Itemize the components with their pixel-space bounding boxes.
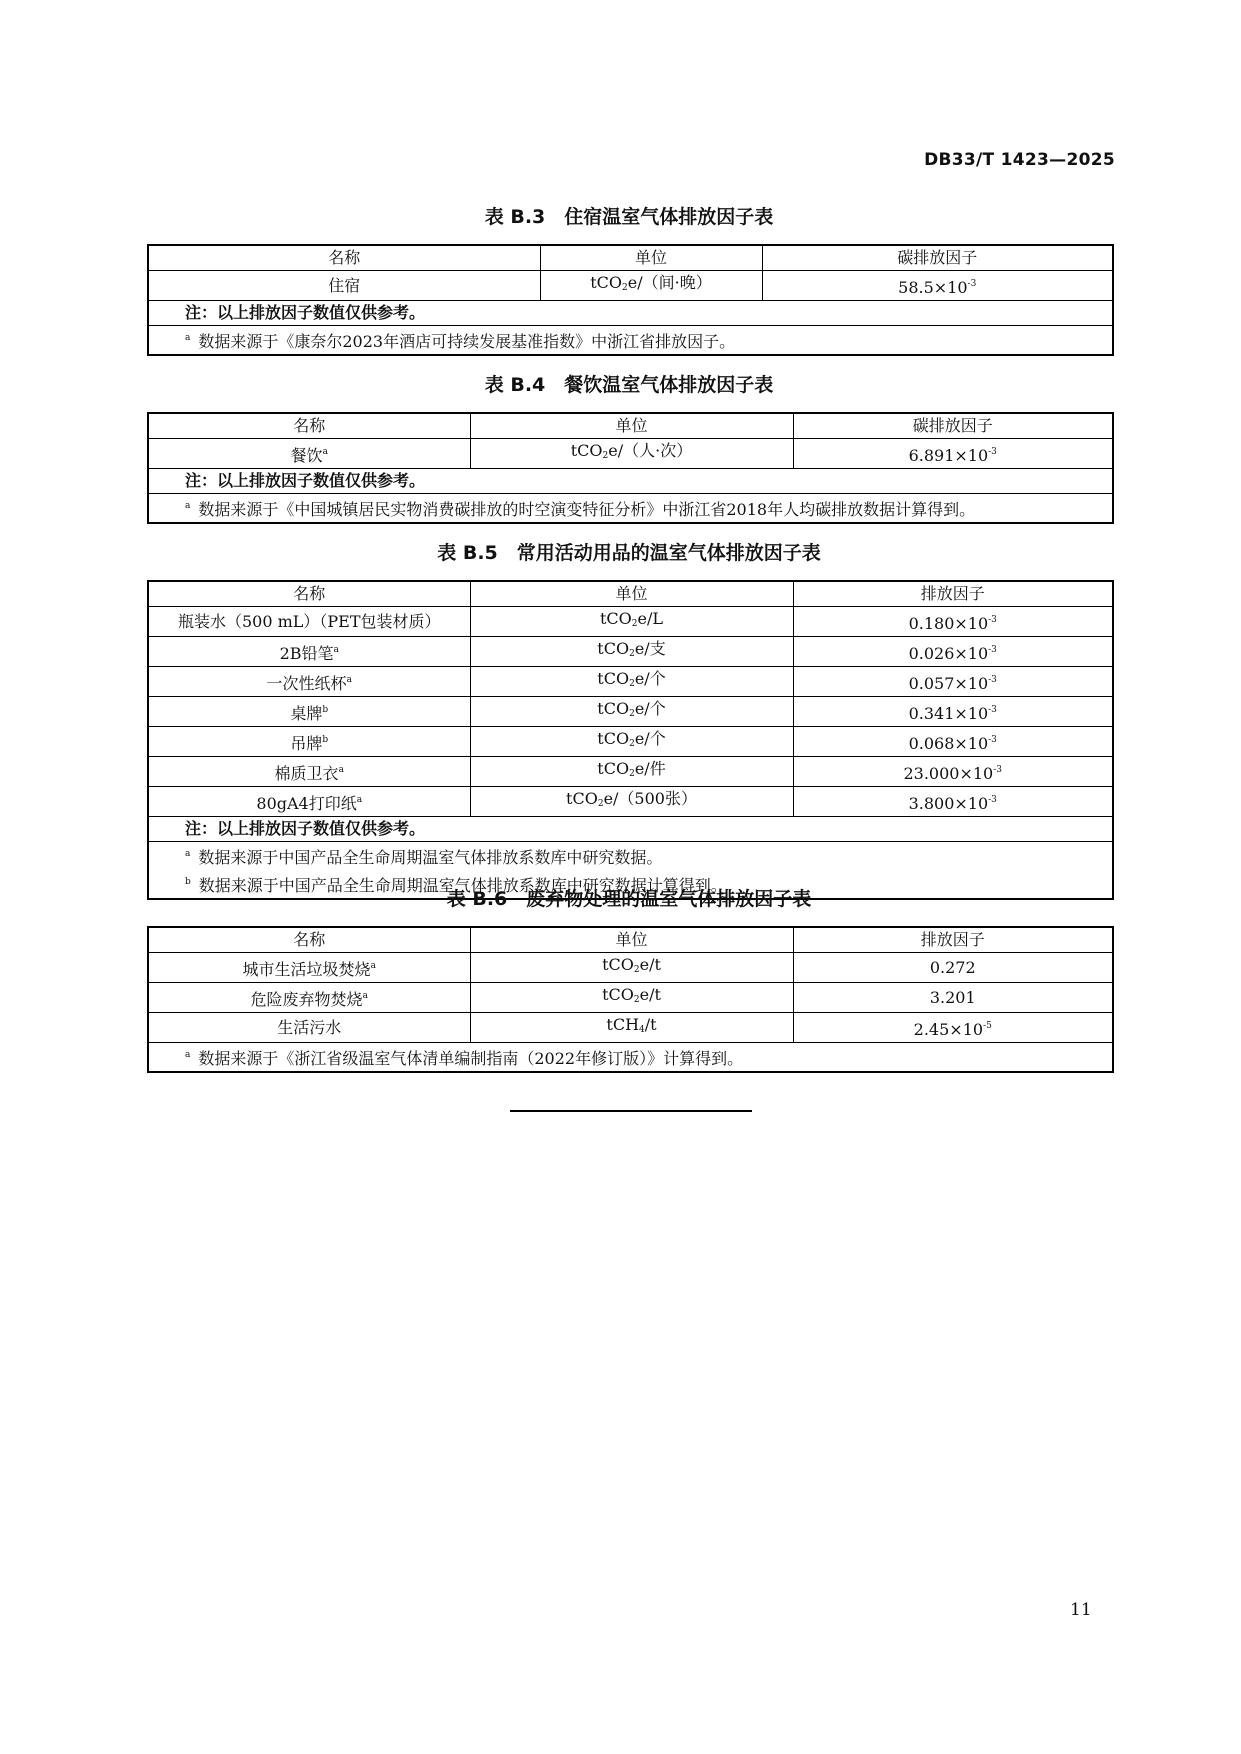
table-row bbox=[148, 983, 1113, 1013]
column-header: 单位 bbox=[470, 413, 793, 439]
table-row bbox=[148, 697, 1113, 727]
table-note: 注：以上排放因子数值仅供参考。 bbox=[148, 301, 1113, 326]
unit-subscript: 2 bbox=[633, 965, 640, 975]
footnote-mark: a bbox=[185, 333, 191, 343]
table-header-row bbox=[148, 581, 1113, 607]
unit-subscript: 2 bbox=[622, 283, 628, 293]
cell-name: 80gA4打印纸$^a$ bbox=[148, 787, 470, 817]
footnote-mark: a bbox=[185, 1050, 191, 1060]
table-row bbox=[148, 787, 1113, 817]
table-row bbox=[148, 953, 1113, 983]
table-row bbox=[148, 607, 1113, 637]
cell-factor: $0.341\times 10^{-3}$ bbox=[793, 697, 1113, 727]
footnote-ref: a bbox=[322, 446, 328, 457]
cell-factor: $58.5\times 10^{-3}$ bbox=[762, 271, 1113, 301]
table-row bbox=[148, 637, 1113, 667]
unit-subscript: 2 bbox=[629, 769, 635, 779]
cell-unit: tCH$_4$/t bbox=[470, 1013, 793, 1043]
cell-unit: tCO$_2$e/t bbox=[470, 983, 793, 1013]
column-header: 单位 bbox=[470, 581, 793, 607]
table-header-row bbox=[148, 413, 1113, 439]
footnote-ref: b bbox=[322, 734, 329, 745]
exponent: -3 bbox=[988, 614, 997, 625]
cell-name: 生活污水 bbox=[148, 1013, 470, 1043]
cell-name: 瓶装水（500 mL）（PET包装材质） bbox=[148, 607, 470, 637]
exponent: -3 bbox=[988, 674, 997, 685]
unit-subscript: 2 bbox=[629, 679, 635, 689]
table-note: 注：以上排放因子数值仅供参考。 bbox=[148, 469, 1113, 494]
exponent: -3 bbox=[993, 764, 1003, 775]
cell-name: 棉质卫衣$^a$ bbox=[148, 757, 470, 787]
table-row bbox=[148, 271, 1113, 301]
footnote-line: $^b$ 数据来源于中国产品全生命周期温室气体排放系数库中研究数据计算得到。 bbox=[185, 876, 727, 895]
column-header: 名称 bbox=[148, 581, 470, 607]
cell-unit: tCO$_2$e/（人·次） bbox=[470, 439, 793, 469]
column-header: 单位 bbox=[470, 927, 793, 953]
cell-unit: tCO$_2$e/个 bbox=[470, 667, 793, 697]
end-divider bbox=[510, 1110, 752, 1112]
cell-factor: $0.026\times 10^{-3}$ bbox=[793, 637, 1113, 667]
unit-subscript: 2 bbox=[602, 451, 609, 461]
table-row bbox=[148, 439, 1113, 469]
cell-factor: $6.891\times 10^{-3}$ bbox=[793, 439, 1113, 469]
cell-factor: $23.000\times 10^{-3}$ bbox=[793, 757, 1113, 787]
footnote-row bbox=[148, 494, 1113, 524]
footnote-mark: a bbox=[185, 501, 191, 511]
cell-name: 城市生活垃圾焚烧$^a$ bbox=[148, 953, 470, 983]
table-footnotes bbox=[148, 1043, 1113, 1073]
table-title: 表 B.3 住宿温室气体排放因子表 bbox=[484, 206, 774, 228]
cell-name: 住宿 bbox=[148, 271, 540, 301]
footnote-line: $^a$ 数据来源于《康奈尔2023年酒店可持续发展基准指数》中浙江省排放因子。 bbox=[185, 332, 736, 351]
unit-subscript: 2 bbox=[629, 739, 635, 749]
table-footnotes bbox=[148, 326, 1113, 356]
cell-factor: $0.068\times 10^{-3}$ bbox=[793, 727, 1113, 757]
footnote-line: $^a$ 数据来源于中国产品全生命周期温室气体排放系数库中研究数据。 bbox=[185, 848, 663, 867]
note-row bbox=[148, 301, 1113, 326]
cell-name: 一次性纸杯$^a$ bbox=[148, 667, 470, 697]
unit-subscript: 2 bbox=[629, 649, 635, 659]
cell-name: 餐饮$^a$ bbox=[148, 439, 470, 469]
table-row bbox=[148, 727, 1113, 757]
footnote-ref: a bbox=[338, 764, 344, 775]
cell-unit: tCO$_2$e/个 bbox=[470, 727, 793, 757]
cell-factor: $0.057\times 10^{-3}$ bbox=[793, 667, 1113, 697]
table-row bbox=[148, 1013, 1113, 1043]
column-header: 单位 bbox=[540, 245, 762, 271]
unit-subscript: 2 bbox=[629, 709, 635, 719]
exponent: -3 bbox=[988, 446, 997, 457]
unit-subscript: 2 bbox=[633, 995, 640, 1005]
cell-unit: tCO$_2$e/个 bbox=[470, 697, 793, 727]
table-header-row bbox=[148, 927, 1113, 953]
cell-name: 危险废弃物焚烧$^a$ bbox=[148, 983, 470, 1013]
footnote-ref: a bbox=[370, 960, 376, 971]
column-header: 碳排放因子 bbox=[762, 245, 1113, 271]
unit-subscript: 2 bbox=[631, 619, 638, 629]
cell-name: 桌牌$^b$ bbox=[148, 697, 470, 727]
cell-unit: tCO$_2$e/（500张） bbox=[470, 787, 793, 817]
data-table bbox=[147, 244, 1114, 356]
table-row bbox=[148, 667, 1113, 697]
exponent: -3 bbox=[967, 278, 977, 289]
exponent: -3 bbox=[988, 794, 997, 805]
table-title: 表 B.5 常用活动用品的温室气体排放因子表 bbox=[437, 542, 821, 564]
note-row bbox=[148, 817, 1113, 842]
table-header-row bbox=[148, 245, 1113, 271]
footnote-row bbox=[148, 326, 1113, 356]
table-footnotes bbox=[148, 494, 1113, 524]
cell-unit: tCO$_2$e/（间·晚） bbox=[540, 271, 762, 301]
document-code: DB33/T 1423—2025 bbox=[924, 150, 1115, 170]
footnote-ref: a bbox=[333, 644, 339, 655]
cell-factor: $2.45\times 10^{-5}$ bbox=[793, 1013, 1113, 1043]
table-note: 注：以上排放因子数值仅供参考。 bbox=[148, 817, 1113, 842]
table-title: 表 B.4 餐饮温室气体排放因子表 bbox=[484, 374, 774, 396]
cell-name: 2B铅笔$^a$ bbox=[148, 637, 470, 667]
cell-unit: tCO$_2$e/t bbox=[470, 953, 793, 983]
footnote-mark: a bbox=[185, 849, 191, 859]
column-header: 排放因子 bbox=[793, 581, 1113, 607]
page-number: 11 bbox=[1070, 1600, 1092, 1620]
column-header: 名称 bbox=[148, 413, 470, 439]
note-row bbox=[148, 469, 1113, 494]
cell-unit: tCO$_2$e/L bbox=[470, 607, 793, 637]
column-header: 碳排放因子 bbox=[793, 413, 1113, 439]
footnote-row bbox=[148, 1043, 1113, 1073]
table-row bbox=[148, 757, 1113, 787]
cell-factor: $3.800\times 10^{-3}$ bbox=[793, 787, 1113, 817]
cell-factor: 3.201 bbox=[793, 983, 1113, 1013]
footnote-line: $^a$ 数据来源于《浙江省级温室气体清单编制指南（2022年修订版）》计算得到。 bbox=[185, 1049, 744, 1068]
cell-name: 吊牌$^b$ bbox=[148, 727, 470, 757]
exponent: -3 bbox=[988, 644, 997, 655]
cell-factor: 0.272 bbox=[793, 953, 1113, 983]
cell-unit: tCO$_2$e/件 bbox=[470, 757, 793, 787]
footnote-ref: a bbox=[362, 990, 368, 1001]
table-title: 表 B.6 废弃物处理的温室气体排放因子表 bbox=[446, 888, 812, 910]
column-header: 排放因子 bbox=[793, 927, 1113, 953]
footnote-line: $^a$ 数据来源于《中国城镇居民实物消费碳排放的时空演变特征分析》中浙江省2018年人均碳排放数据计算得到。 bbox=[185, 500, 976, 519]
exponent: -3 bbox=[988, 734, 997, 745]
column-header: 名称 bbox=[148, 927, 470, 953]
unit-subscript: 4 bbox=[639, 1025, 645, 1035]
exponent: -3 bbox=[988, 704, 997, 715]
data-table bbox=[147, 926, 1114, 1073]
exponent: -5 bbox=[983, 1020, 992, 1031]
data-table bbox=[147, 580, 1114, 900]
footnote-mark: b bbox=[185, 877, 191, 887]
cell-unit: tCO$_2$e/支 bbox=[470, 637, 793, 667]
footnote-ref: b bbox=[322, 704, 329, 715]
footnote-ref: a bbox=[346, 674, 352, 685]
cell-factor: $0.180\times 10^{-3}$ bbox=[793, 607, 1113, 637]
column-header: 名称 bbox=[148, 245, 540, 271]
data-table bbox=[147, 412, 1114, 524]
unit-subscript: 2 bbox=[597, 799, 604, 809]
footnote-ref: a bbox=[356, 794, 363, 805]
